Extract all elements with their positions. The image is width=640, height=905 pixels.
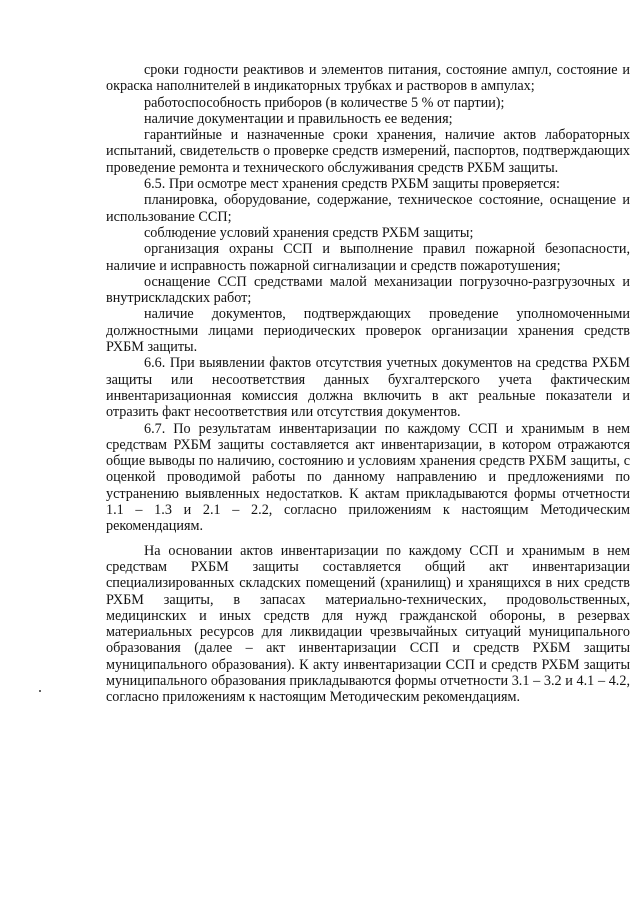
paragraph-storage-conditions: соблюдение условий хранения средств РХБМ защиты; <box>144 224 474 241</box>
paragraph-inspection-documents: наличие документов, подтверждающих проведение уполномоченными должностными лицами периодических проверок организации хранения средств РХБМ защиты. <box>106 306 630 356</box>
paragraph-warranty-storage: гарантийные и назначенные сроки хранения, наличие актов лабораторных испытаний, свидетельств о проверке средств измерений, паспортов, подтверждающих проведение ремонта и технического обслуживания средств РХБМ защиты. <box>106 127 630 176</box>
paragraph-reagent-shelf-life: сроки годности реактивов и элементов питания, состояние ампул, состояние и окраска наполнителей в индикаторных трубках и растворов в ампулах; <box>106 62 630 95</box>
paragraph-section-6-6: 6.6. При выявлении фактов отсутствия учетных документов на средства РХБМ защиты или несоответствия данных бухгалтерского учета фактическим инвентаризационная комиссия должна включить в акт реальные показатели и отразить факт несоответствия или отсутствия документов. <box>106 355 630 421</box>
paragraph-general-act: На основании актов инвентаризации по каждому ССП и хранимым в нем средствам РХБМ защиты составляется общий акт инвентаризации специализированных складских помещений (хранилищ) и хранящихся в них средств РХБМ защиты, в запасах материально-технических, продовольственных, медицинских и иных средств для нужд гражданской обороны, в резервах материальных ресурсов для ликвидации чрезвычайных ситуаций муниципального образования (далее – акт инвентаризации ССП и средств РХБМ защиты муниципального образования). К акту инвентаризации ССП и средств РХБМ защиты муниципального образования прикладываются формы отчетности 3.1 – 3.2 и 4.1 – 4.2, согласно приложениям к настоящим Методическим рекомендациям. <box>106 542 630 706</box>
paragraph-section-6-7: 6.7. По результатам инвентаризации по каждому ССП и хранимым в нем средствам РХБМ защиты составляется акт инвентаризации, в котором отражаются общие выводы по наличию, состоянию и условиям хранения средств РХБМ защиты, с оценкой проводимой работы по данному направлению и предложениями по устранению выявленных недостатков. К актам прикладываются формы отчетности 1.1 – 1.3 и 2.1 – 2.2, согласно приложениям к настоящим Методическим рекомендациям. <box>106 420 630 535</box>
paragraph-fire-safety: организация охраны ССП и выполнение правил пожарной безопасности, наличие и исправность пожарной сигнализации и средств пожаротушения; <box>106 241 630 274</box>
scan-speck-mark <box>39 690 41 692</box>
document-body <box>106 62 630 706</box>
paragraph-section-6-5: 6.5. При осмотре мест хранения средств РХБМ защиты проверяется: <box>144 176 560 193</box>
paragraph-device-operability: работоспособность приборов (в количестве 5 % от партии); <box>144 94 505 111</box>
paragraph-documentation: наличие документации и правильность ее ведения; <box>144 110 453 127</box>
paragraph-layout-equipment: планировка, оборудование, содержание, техническое состояние, оснащение и использование ССП; <box>106 192 630 225</box>
paragraph-mechanization: оснащение ССП средствами малой механизации погрузочно-разгрузочных и внутрискладских работ; <box>106 273 630 307</box>
